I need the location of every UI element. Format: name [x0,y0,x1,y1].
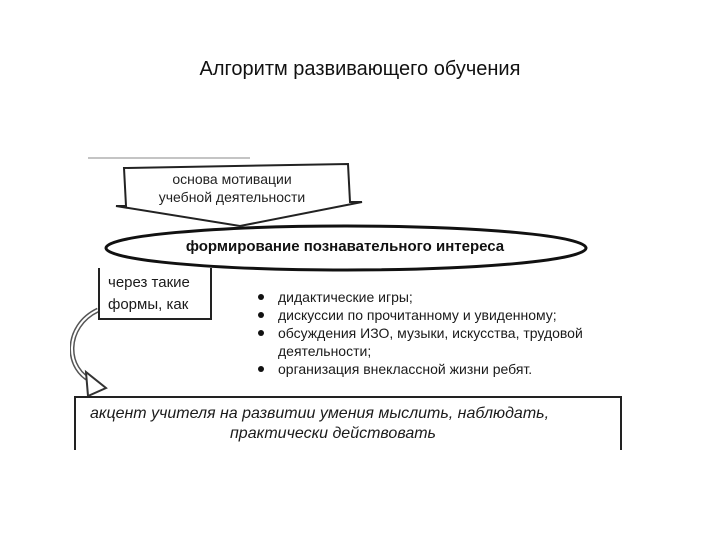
bullet-icon [258,312,264,318]
curved-arrow-head [86,372,106,396]
bottom-line2: практически действовать [230,425,436,442]
list-item: дидактические игры; [256,288,636,306]
list-item: организация внеклассной жизни ребят. [256,360,636,378]
teacher-accent-box [74,396,622,450]
ellipse-label: формирование познавательного интереса [185,238,505,255]
forms-line1: через такие [108,274,190,291]
scanned-diagram [70,150,630,450]
slide-title: Алгоритм развивающего обучения [199,58,521,80]
bottom-line1: акцент учителя на развитии умения мыслить, наблюдать, [90,405,550,422]
bullet-icon [258,294,264,300]
list-item: обсуждения ИЗО, музыки, искусства, трудовой [256,324,636,342]
arrow-text-line1: основа мотивации [172,171,292,187]
list-item: дискуссии по прочитанному и увиденному; [256,306,636,324]
bullet-icon [258,330,264,336]
list-item-continuation: деятельности; [278,343,372,359]
bullet-icon [258,366,264,372]
arrow-text-line2: учебной деятельности [158,189,306,205]
arrow-text [122,170,342,206]
forms-list [256,288,636,378]
forms-line2: формы, как [108,296,189,313]
forms-box [98,268,212,320]
